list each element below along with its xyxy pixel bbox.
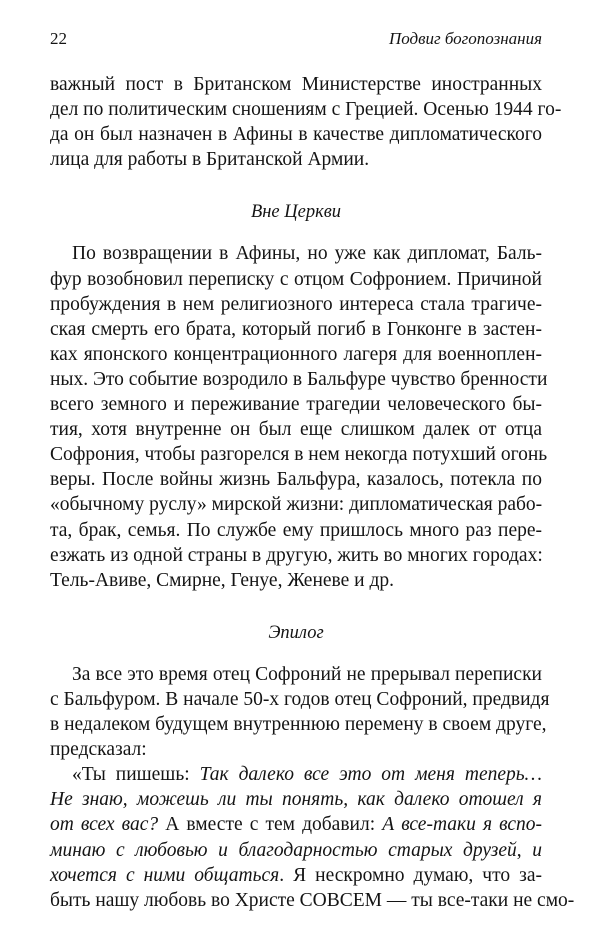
text-line: ках японского концентрационного лагеря для военноплен- [50,343,542,365]
text-line: с Бальфуром. В начале 50-х годов отец Софроний, предвидя [50,688,550,710]
quote-line: минаю с любовью и благодарностью старых друзей, и [50,839,542,861]
text-line: веры. После войны жизнь Бальфура, казалось, потекла по [50,469,542,491]
section-heading-epilogue: Эпилог [268,622,324,643]
page-body [50,72,575,913]
text-line: Тель-Авиве, Смирне, Генуе, Женеве и др. [50,569,395,591]
text-line: в недалеком будущем внутреннюю перемену в своем друге, [50,714,547,736]
text-line: дел по политическим сношениям с Грецией. Осенью 1944 го- [50,99,562,121]
quote-line: «Ты пишешь: Так далеко все это от меня теперь… [72,764,542,786]
text-line: важный пост в Британском Министерстве иностранных [50,74,542,95]
section-heading-outside-church: Вне Церкви [250,202,342,223]
quote-line: от всех вас? А вместе с тем добавил: А все-таки я вспо- [50,814,543,836]
text-line: За все это время отец Софроний не прерывал переписки [72,663,542,685]
section1-paragraph [50,241,548,592]
text-line: езжать из одной страны в другую, жить во многих городах: [50,544,543,566]
text-line: Софрония, чтобы разгорелся в нем некогда потухший огонь [50,444,548,466]
running-title: Подвиг богопознания [388,29,542,48]
text-line: да он был назначен в Афины в качестве дипломатического [50,124,542,146]
quote-line: хочется с ними общаться. Я нескромно думаю, что за- [50,864,542,886]
text-line: По возвращении в Афины, но уже как дипломат, Баль- [72,243,542,265]
page-number: 22 [50,29,67,48]
text-line: тия, хотя внутренне он был еще слишком далек от отца [50,419,542,441]
text-line: ская смерть его брата, который погиб в Гонконге в застен- [50,318,542,340]
text-line: предсказал: [50,739,147,761]
text-line: лица для работы в Британской Армии. [50,149,370,171]
text-line: та, брак, семья. По службе ему пришлось много раз пере- [50,519,542,541]
quote-line: Не знаю, можешь ли ты понять, как далеко отошел я [50,789,542,811]
section2-paragraph [50,662,575,913]
text-line: пробуждения в нем религиозного интереса стала трагиче- [50,293,542,315]
quote-line: быть нашу любовь во Христе СОВСЕМ — ты все-таки не смо- [50,889,575,911]
text-line: «обычному руслу» мирской жизни: дипломатическая рабо- [50,494,543,516]
intro-paragraph [50,72,562,172]
text-line: фур возобновил переписку с отцом Софронием. Причиной [50,268,542,290]
text-line: всего земного и переживание трагедии человеческого бы- [50,394,542,416]
text-line: ных. Это событие возродило в Бальфуре чувство бренности [50,368,548,390]
